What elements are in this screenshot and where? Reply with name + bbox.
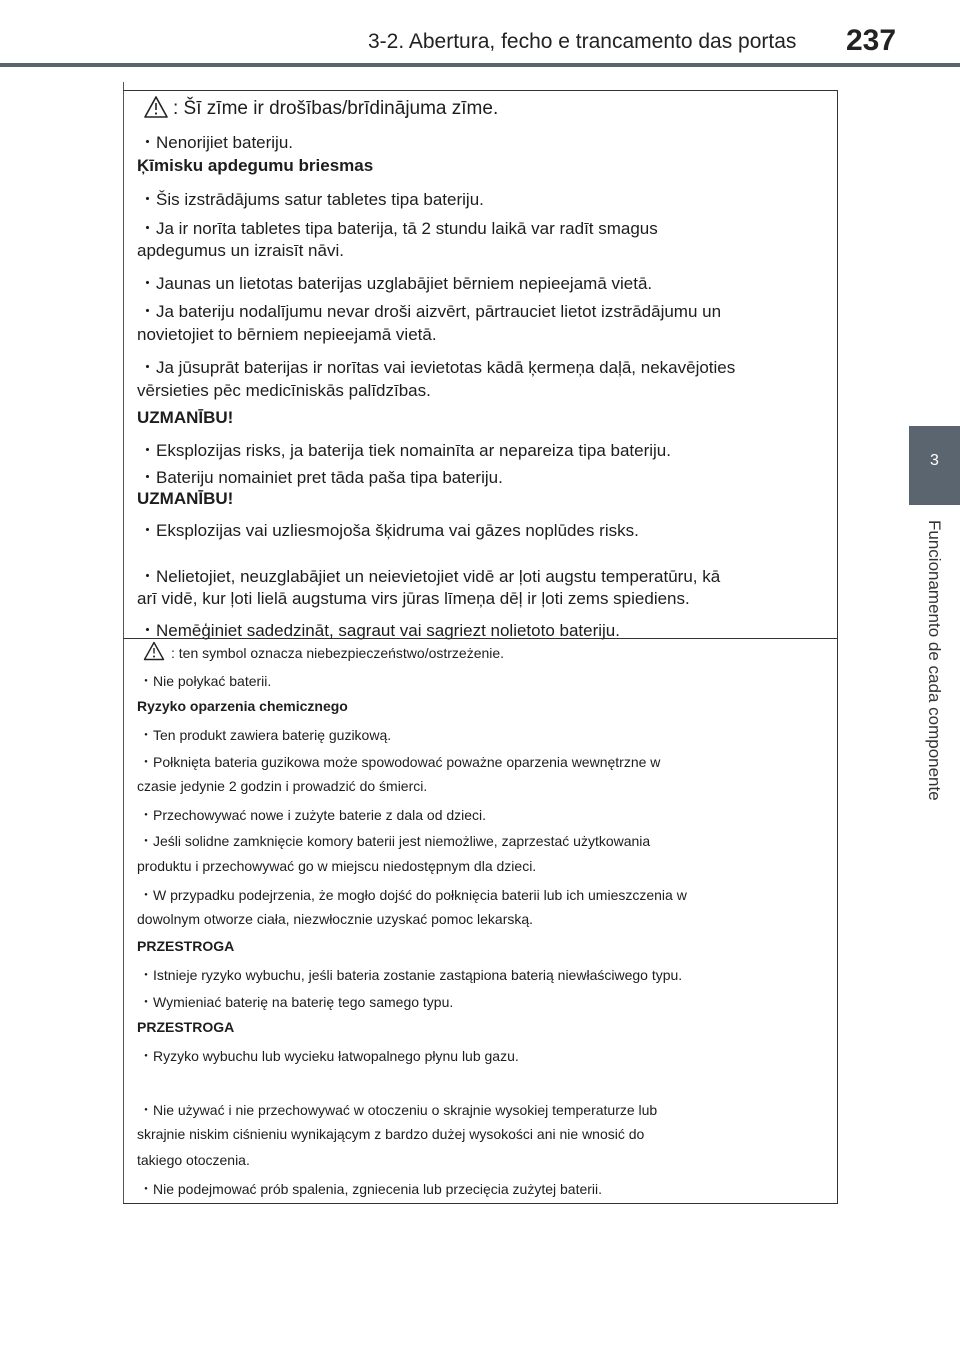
- latvian-line: ・Ja ir norīta tabletes tipa baterija, tā 2 stundu laikā var radīt smagus: [139, 219, 658, 238]
- polish-line: ・Nie używać i nie przechowywać w otoczeniu o skrajnie wysokiej temperaturze lub: [139, 1102, 658, 1118]
- latvian-line: ・Nelietojiet, neuzglabājiet un neievietojiet vidē ar ļoti augstu temperatūru, kā: [139, 567, 721, 586]
- latvian-line: ・Eksplozijas vai uzliesmojoša šķidruma vai gāzes noplūdes risks.: [139, 521, 639, 540]
- latvian-line: ・Jaunas un lietotas baterijas uzglabājiet bērniem nepieejamā vietā.: [139, 274, 653, 293]
- scanned-label-sheet: [123, 82, 837, 1203]
- latvian-line: ・Šis izstrādājums satur tabletes tipa bateriju.: [139, 190, 484, 209]
- latvian-line: ・Nemēģiniet sadedzināt, sagraut vai sagriezt nolietoto bateriju.: [139, 621, 620, 640]
- warning-triangle-icon: [143, 641, 165, 661]
- polish-line: ・Nie połykać baterii.: [139, 673, 272, 689]
- polish-caution-heading: PRZESTROGA: [137, 938, 235, 954]
- polish-line: dowolnym otworze ciała, niezwłocznie uzyskać pomoc lekarską.: [137, 911, 534, 927]
- polish-line: ・W przypadku podejrzenia, że mogło dojść do połknięcia baterii lub ich umieszczenia w: [139, 887, 687, 903]
- chapter-label-wrap: [912, 520, 956, 862]
- latvian-symbol-text: : Šī zīme ir drošības/brīdinājuma zīme.: [173, 98, 499, 119]
- latvian-line: ・Ja jūsuprāt baterijas ir norītas vai ievietotas kādā ķermeņa daļā, nekavējoties: [139, 358, 736, 377]
- polish-line: ・Ten produkt zawiera baterię guzikową.: [139, 727, 392, 743]
- latvian-line: vērsieties pēc medicīniskās palīdzības.: [137, 381, 431, 400]
- latvian-heading: Ķīmisku apdegumu briesmas: [137, 156, 374, 175]
- page-header-title: 3-2. Abertura, fecho e trancamento das portas: [368, 30, 797, 53]
- polish-heading: Ryzyko oparzenia chemicznego: [137, 698, 348, 714]
- polish-symbol-text: : ten symbol oznacza niebezpieczeństwo/ostrzeżenie.: [171, 645, 505, 661]
- polish-line: takiego otoczenia.: [137, 1152, 250, 1168]
- polish-line: ・Jeśli solidne zamknięcie komory baterii jest niemożliwe, zaprzestać użytkowania: [139, 833, 651, 849]
- warning-triangle-icon: [143, 95, 169, 119]
- polish-caution-heading: PRZESTROGA: [137, 1019, 235, 1035]
- chapter-label: Funcionamento de cada componente: [925, 520, 944, 801]
- polish-line: skrajnie niskim ciśnieniu wynikającym z bardzo dużej wysokości ani nie wnosić do: [137, 1126, 645, 1142]
- latvian-line: apdegumus un izraisīt nāvi.: [137, 241, 344, 260]
- polish-line: ・Wymieniać baterię na baterię tego samego typu.: [139, 994, 454, 1010]
- latvian-warning-panel: [123, 90, 838, 639]
- chapter-tab-number: 3: [930, 452, 939, 469]
- latvian-line: ・Eksplozijas risks, ja baterija tiek nomainīta ar nepareiza tipa bateriju.: [139, 441, 671, 460]
- polish-line: czasie jedynie 2 godzin i prowadzić do śmierci.: [137, 778, 428, 794]
- polish-line: ・Istnieje ryzyko wybuchu, jeśli bateria zostanie zastąpiona baterią niewłaściwego typu.: [139, 967, 683, 983]
- polish-line: ・Ryzyko wybuchu lub wycieku łatwopalnego płynu lub gazu.: [139, 1048, 519, 1064]
- latvian-line: ・Bateriju nomainiet pret tāda paša tipa bateriju.: [139, 468, 503, 487]
- polish-line: ・Połknięta bateria guzikowa może spowodować poważne oparzenia wewnętrzne w: [139, 754, 661, 770]
- header-rule: [0, 63, 960, 67]
- latvian-line: ・Ja bateriju nodalījumu nevar droši aizvērt, pārtrauciet lietot izstrādājumu un: [139, 302, 722, 321]
- polish-warning-panel: [123, 638, 838, 1204]
- latvian-caution-heading: UZMANĪBU!: [137, 489, 234, 508]
- latvian-line: novietojiet to bērniem nepieejamā vietā.: [137, 325, 437, 344]
- latvian-line: ・Nenorijiet bateriju.: [139, 133, 294, 152]
- polish-line: ・Nie podejmować prób spalenia, zgniecenia lub przecięcia zużytej baterii.: [139, 1181, 603, 1197]
- latvian-caution-heading: UZMANĪBU!: [137, 408, 234, 427]
- latvian-line: arī vidē, kur ļoti lielā augstuma virs jūras līmeņa dēļ ir ļoti zems spiediens.: [137, 589, 690, 608]
- polish-line: produktu i przechowywać go w miejscu niedostępnym dla dzieci.: [137, 858, 537, 874]
- chapter-tab: [909, 426, 960, 505]
- page-number: 237: [846, 24, 897, 57]
- polish-line: ・Przechowywać nowe i zużyte baterie z dala od dzieci.: [139, 807, 487, 823]
